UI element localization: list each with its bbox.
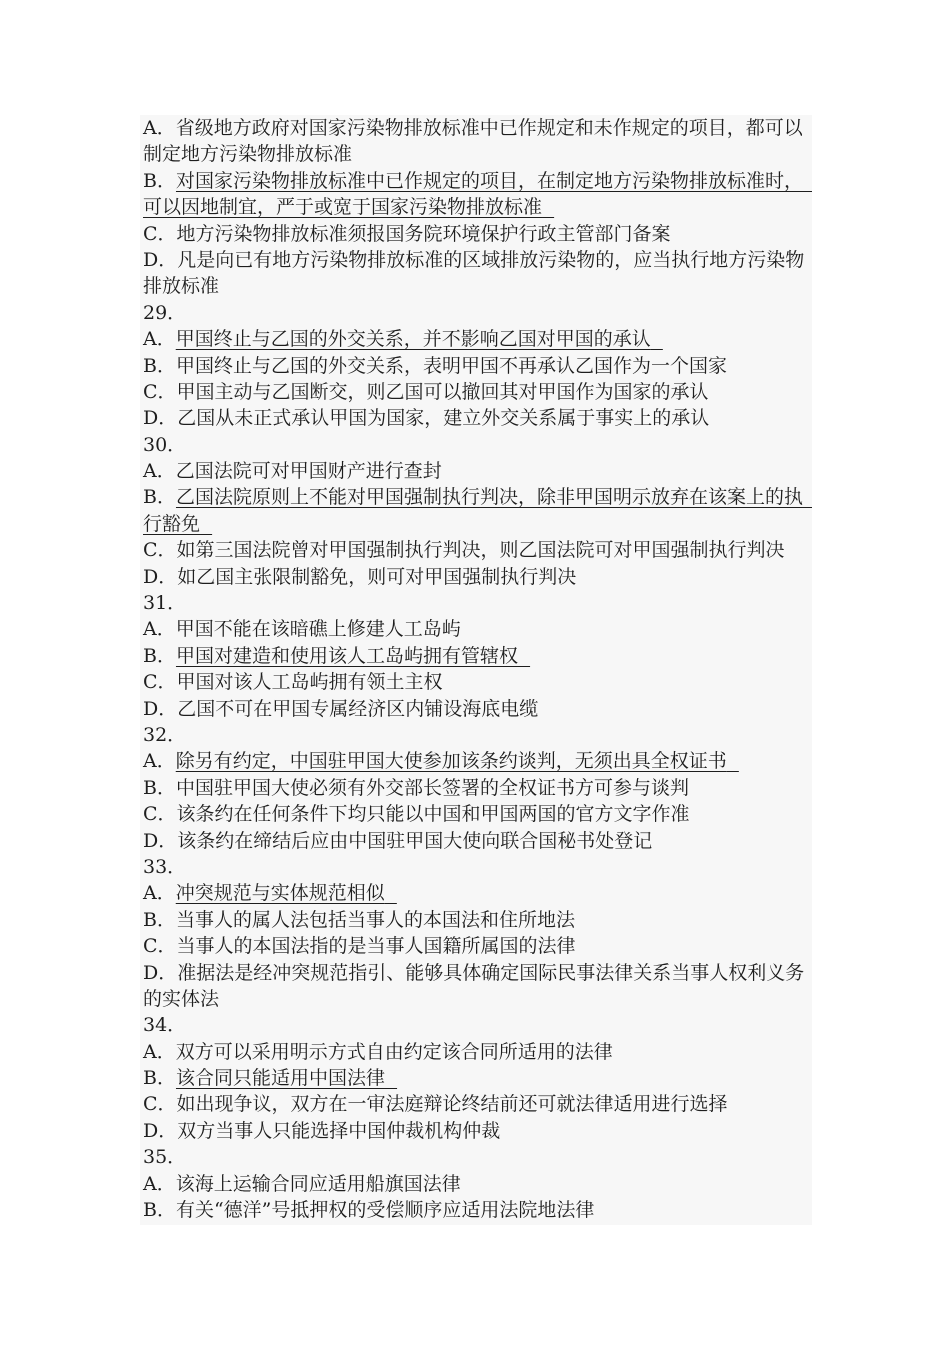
option-line xyxy=(143,564,812,590)
question-number-text: 33． xyxy=(143,855,187,878)
question-number-text: 31． xyxy=(143,592,187,615)
option-text: 该条约在任何条件下均只能以中国和甲国两国的官方文字作准 xyxy=(176,803,690,826)
question-number xyxy=(143,590,812,616)
option-label: D． xyxy=(143,697,178,720)
option-line xyxy=(143,828,812,854)
option-line xyxy=(143,115,812,141)
option-line xyxy=(143,696,812,722)
answer-text-underlined: 对国家污染物排放标准中已作规定的项目，在制定地方污染物排放标准时， xyxy=(175,169,803,192)
option-text: 该海上运输合同应适用船旗国法律 xyxy=(175,1172,461,1195)
option-label: A． xyxy=(143,328,176,351)
option-text: 乙国从未正式承认甲国为国家，建立外交关系属于事实上的承认 xyxy=(177,407,710,430)
answer-text-underlined: 行豁免 xyxy=(143,512,201,535)
option-text: 省级地方政府对国家污染物排放标准中已作规定和未作规定的项目，都可以 xyxy=(175,117,803,139)
option-continuation-line-answer xyxy=(143,194,812,220)
option-line xyxy=(143,907,812,933)
option-text: 甲国对该人工岛屿拥有领土主权 xyxy=(176,671,443,694)
question-number xyxy=(143,432,812,458)
option-label: C． xyxy=(143,539,177,562)
option-label: B． xyxy=(143,354,176,377)
option-label: B． xyxy=(143,776,176,799)
option-text: 如出现争议，双方在一审法庭辩论终结前还可就法律适用进行选择 xyxy=(176,1093,728,1116)
option-label: B． xyxy=(143,169,176,192)
option-label: D． xyxy=(143,1119,178,1142)
option-line xyxy=(143,775,812,801)
option-continuation-line xyxy=(143,273,812,299)
option-line xyxy=(143,458,812,484)
option-text: 当事人的本国法指的是当事人国籍所属国的法律 xyxy=(176,935,576,958)
option-text: 中国驻甲国大使必须有外交部长签署的全权证书方可参与谈判 xyxy=(175,776,689,799)
option-line xyxy=(143,933,812,959)
question-number xyxy=(143,1012,812,1038)
question-number-text: 29． xyxy=(143,301,187,324)
option-line xyxy=(143,221,812,247)
option-line xyxy=(143,1197,812,1223)
question-number xyxy=(143,722,812,748)
option-text: 乙国不可在甲国专属经济区内铺设海底电缆 xyxy=(177,697,539,720)
option-text: 甲国主动与乙国断交，则乙国可以撤回其对甲国作为国家的承认 xyxy=(176,380,709,403)
option-label: A． xyxy=(143,460,176,483)
option-text: 凡是向已有地方污染物排放标准的区域排放污染物的，应当执行地方污染物 xyxy=(177,248,805,271)
option-label: A． xyxy=(143,750,176,773)
question-number xyxy=(143,300,812,326)
option-label: C． xyxy=(143,803,177,826)
option-label: D． xyxy=(143,565,178,588)
question-number xyxy=(143,854,812,880)
option-text: 如乙国主张限制豁免，则可对甲国强制执行判决 xyxy=(177,565,577,588)
option-label: A． xyxy=(143,618,176,641)
option-text: 有关“德洋”号抵押权的受偿顺序应适用法院地法律 xyxy=(175,1199,595,1222)
option-line xyxy=(143,353,812,379)
option-line xyxy=(143,1171,812,1197)
option-text: 准据法是经冲突规范指引、能够具体确定国际民事法律关系当事人权利义务 xyxy=(177,961,805,984)
option-label: C． xyxy=(143,222,177,245)
option-continuation-line xyxy=(143,141,812,167)
option-label: A． xyxy=(143,1040,176,1063)
question-number-text: 34． xyxy=(143,1014,187,1037)
answer-text-underlined: 除另有约定，中国驻甲国大使参加该条约谈判，无须出具全权证书 xyxy=(175,750,727,773)
question-number-text: 32． xyxy=(143,723,187,746)
option-label: B． xyxy=(143,1067,176,1090)
option-line-answer xyxy=(143,484,812,510)
option-label: C． xyxy=(143,671,177,694)
option-line xyxy=(143,1118,812,1144)
option-text: 排放标准 xyxy=(143,275,220,298)
option-text: 如第三国法院曾对甲国强制执行判决，则乙国法院可对甲国强制执行判决 xyxy=(176,539,785,562)
option-label: A． xyxy=(143,117,176,139)
option-line-answer xyxy=(143,1065,812,1091)
option-text: 当事人的属人法包括当事人的本国法和住所地法 xyxy=(175,908,575,931)
option-line-answer xyxy=(143,748,812,774)
option-label: B． xyxy=(143,1199,176,1222)
option-line xyxy=(143,405,812,431)
answer-text-underlined: 可以因地制宜，严于或宽于国家污染物排放标准 xyxy=(143,196,543,219)
option-text: 甲国不能在该暗礁上修建人工岛屿 xyxy=(175,618,461,641)
option-label: D． xyxy=(143,829,178,852)
option-label: B． xyxy=(143,486,176,509)
option-label: A． xyxy=(143,1172,176,1195)
answer-text-underlined: 冲突规范与实体规范相似 xyxy=(175,882,385,905)
option-line xyxy=(143,801,812,827)
option-text: 乙国法院可对甲国财产进行查封 xyxy=(175,460,442,483)
option-line xyxy=(143,669,812,695)
option-text: 甲国终止与乙国的外交关系，表明甲国不再承认乙国作为一个国家 xyxy=(175,354,727,377)
option-line-answer xyxy=(143,168,812,194)
answer-text-underlined: 乙国法院原则上不能对甲国强制执行判决，除非甲国明示放弃在该案上的执 xyxy=(175,486,803,509)
option-continuation-line-answer xyxy=(143,511,812,537)
option-line xyxy=(143,960,812,986)
option-text: 的实体法 xyxy=(143,987,220,1010)
option-line-answer xyxy=(143,880,812,906)
option-text: 地方污染物排放标准须报国务院环境保护行政主管部门备案 xyxy=(176,222,671,245)
answer-text-underlined: 该合同只能适用中国法律 xyxy=(175,1067,385,1090)
option-line xyxy=(143,247,812,273)
option-text: 双方可以采用明示方式自由约定该合同所适用的法律 xyxy=(175,1040,613,1063)
option-text: 该条约在缔结后应由中国驻甲国大使向联合国秘书处登记 xyxy=(177,829,653,852)
option-label: C． xyxy=(143,935,177,958)
option-line xyxy=(143,1039,812,1065)
option-text: 制定地方污染物排放标准 xyxy=(143,143,353,166)
option-line xyxy=(143,616,812,642)
option-line-answer xyxy=(143,326,812,352)
question-number-text: 30． xyxy=(143,433,187,456)
answer-text-block xyxy=(140,115,812,1225)
option-label: D． xyxy=(143,407,178,430)
option-continuation-line xyxy=(143,986,812,1012)
answer-text-underlined: 甲国对建造和使用该人工岛屿拥有管辖权 xyxy=(175,644,518,667)
option-label: B． xyxy=(143,644,176,667)
option-label: D． xyxy=(143,248,178,271)
option-line xyxy=(143,537,812,563)
option-line xyxy=(143,379,812,405)
answer-text-underlined: 甲国终止与乙国的外交关系，并不影响乙国对甲国的承认 xyxy=(175,328,651,351)
option-label: C． xyxy=(143,1093,177,1116)
question-number xyxy=(143,1144,812,1170)
option-line xyxy=(143,1091,812,1117)
option-label: C． xyxy=(143,380,177,403)
option-label: B． xyxy=(143,908,176,931)
question-number-text: 35． xyxy=(143,1146,187,1169)
option-text: 双方当事人只能选择中国仲裁机构仲裁 xyxy=(177,1119,501,1142)
option-label: A． xyxy=(143,882,176,905)
option-line-answer xyxy=(143,643,812,669)
option-label: D． xyxy=(143,961,178,984)
